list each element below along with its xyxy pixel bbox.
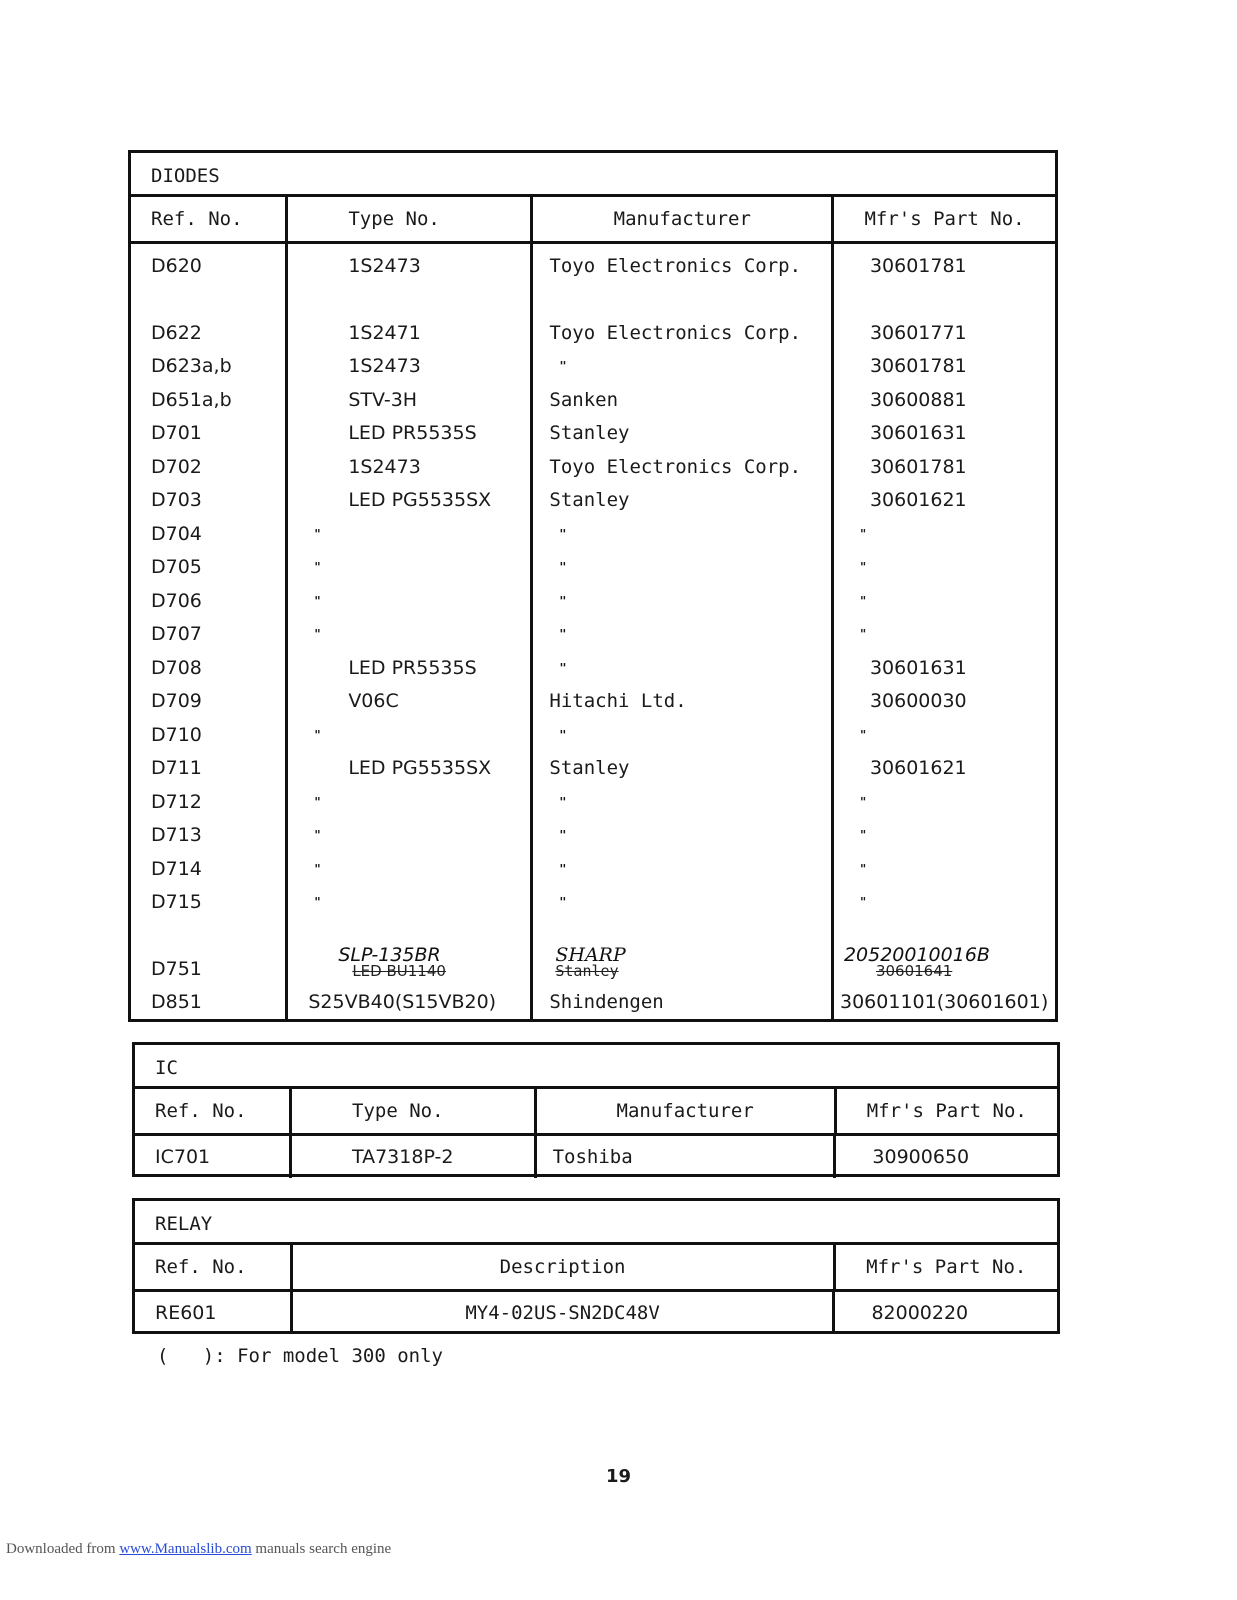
diodes-body — [131, 244, 1055, 1020]
manufacturer-cell: Stanley — [549, 757, 630, 779]
manufacturer-cell: Stanley — [549, 422, 630, 444]
manufacturer-cell: Hitachi Ltd. — [549, 690, 687, 712]
manufacturer-cell: " — [559, 828, 567, 842]
type-no-cell: " — [314, 627, 321, 641]
relay-title: RELAY — [135, 1201, 1057, 1245]
ref-no-cell: D709 — [151, 690, 202, 712]
download-footer — [6, 1541, 391, 1558]
table-row — [135, 1292, 1057, 1334]
manufacturer-cell: " — [559, 359, 567, 373]
manufacturer-cell: Toyo Electronics Corp. — [549, 321, 802, 344]
table-row — [131, 685, 1055, 719]
header-manufacturer: Manufacturer — [533, 197, 834, 241]
manualslib-link[interactable]: www.Manualslib.com — [119, 1541, 252, 1557]
type-no-cell: S25VB40(S15VB20) — [308, 990, 497, 1013]
ref-no-cell: D622 — [151, 321, 202, 344]
table-row — [131, 350, 1055, 384]
table-row — [131, 384, 1055, 418]
type-no-cell: " — [314, 560, 321, 574]
manufacturer-cell: " — [559, 727, 567, 742]
manufacturer-cell: Toshiba — [537, 1136, 837, 1178]
type-no-cell: " — [314, 895, 321, 909]
part-no-cell: 82000220 — [871, 1302, 969, 1324]
header-ref-no: Ref. No. — [131, 197, 288, 241]
manufacturer-cell: Stanley — [549, 489, 630, 511]
ref-no-cell: D711 — [151, 757, 202, 779]
manufacturer-cell: Toyo Electronics Corp. — [549, 255, 802, 277]
manufacturer-cell: " — [559, 660, 567, 675]
table-row-d751 — [131, 938, 1055, 984]
header-mfr-part-no: Mfr's Part No. — [866, 1100, 1027, 1122]
download-suffix: manuals search engine — [251, 1541, 392, 1557]
table-row — [131, 786, 1055, 820]
part-no-cell: 30601621 — [869, 489, 967, 511]
type-no-cell: STV-3H — [348, 388, 418, 411]
type-no-cell: TA7318P-2 — [351, 1146, 454, 1168]
table-row — [131, 518, 1055, 552]
relay-table — [132, 1198, 1060, 1334]
manufacturer-cell: " — [559, 794, 567, 809]
type-no-cell: " — [314, 828, 321, 842]
type-no-cell: LED PG5535SX — [348, 489, 492, 511]
type-no-cell: " — [314, 526, 321, 541]
type-no-cell: V06C — [348, 690, 399, 712]
table-row — [131, 652, 1055, 686]
table-row — [131, 250, 1055, 284]
ic-table — [132, 1042, 1060, 1177]
manufacturer-cell: " — [559, 526, 567, 541]
description-cell: MY4-02US-SN2DC48V — [293, 1292, 836, 1334]
row-spacer — [131, 284, 1055, 317]
table-row — [131, 551, 1055, 585]
part-no-cell: " — [859, 861, 867, 876]
ref-no-cell: D706 — [151, 589, 202, 612]
ref-no-cell: D710 — [151, 723, 202, 746]
page-number: 19 — [605, 1466, 632, 1487]
table-row — [131, 585, 1055, 619]
handwritten-part-no: 20520010016B — [843, 943, 990, 966]
ref-no-cell: D713 — [151, 824, 202, 846]
part-no-cell: 30601771 — [869, 321, 967, 344]
handwritten-manufacturer: SHARP — [555, 943, 626, 966]
part-no-cell: 30600881 — [869, 388, 967, 411]
part-no-cell: 30900650 — [872, 1146, 970, 1168]
handwritten-type: SLP-135BR — [338, 943, 441, 966]
table-row — [131, 853, 1055, 887]
download-prefix: Downloaded from — [6, 1541, 120, 1557]
struck-manufacturer: Stanley — [555, 961, 619, 980]
part-no-cell: " — [859, 727, 867, 742]
relay-header-row — [135, 1245, 1057, 1292]
part-no-cell: " — [859, 627, 867, 641]
manufacturer-cell: " — [559, 593, 567, 608]
struck-part-no: 30601641 — [875, 961, 953, 980]
ref-no-cell: D715 — [151, 891, 202, 913]
part-no-cell: 30601781 — [869, 255, 967, 277]
part-no-cell: " — [859, 794, 867, 809]
header-ref-no: Ref. No. — [135, 1245, 293, 1289]
part-no-cell: " — [859, 526, 867, 541]
header-mfr-part-no: Mfr's Part No. — [866, 1256, 1027, 1278]
diodes-title: DIODES — [131, 153, 1055, 197]
ic-title: IC — [135, 1045, 1057, 1089]
ref-no-cell: D705 — [151, 556, 202, 578]
ref-no-cell: RE601 — [155, 1302, 217, 1324]
ref-no-cell: D703 — [151, 489, 202, 511]
manufacturer-cell: " — [559, 861, 567, 876]
part-no-cell: 30601631 — [869, 422, 967, 444]
diodes-table — [128, 150, 1058, 1022]
table-row — [131, 752, 1055, 786]
manufacturer-cell: " — [559, 560, 567, 574]
type-no-cell: 1S2471 — [348, 321, 421, 344]
part-no-cell: " — [859, 593, 867, 608]
part-no-cell: 30600030 — [869, 690, 967, 712]
table-row — [131, 618, 1055, 652]
type-no-cell: LED PR5535S — [348, 656, 477, 679]
manufacturer-cell: " — [559, 895, 567, 909]
part-no-cell: " — [859, 828, 867, 842]
header-mfr-part-no: Mfr's Part No. — [864, 208, 1025, 230]
manufacturer-cell: Shindengen — [549, 990, 664, 1013]
header-description: Description — [293, 1245, 836, 1289]
footnote: ( ): For model 300 only — [157, 1345, 443, 1367]
type-no-cell: 1S2473 — [348, 355, 421, 377]
ref-no-cell: D702 — [151, 455, 202, 478]
type-no-cell: LED PG5535SX — [348, 757, 492, 779]
diodes-header-row — [131, 197, 1055, 244]
table-row — [135, 1136, 1057, 1178]
type-no-cell: " — [314, 727, 321, 742]
type-no-cell: 1S2473 — [348, 455, 421, 478]
ref-no-cell: D704 — [151, 522, 202, 545]
ref-no-cell: D701 — [151, 422, 202, 444]
header-manufacturer: Manufacturer — [537, 1089, 837, 1133]
table-row — [131, 451, 1055, 485]
ref-no-cell: D623a,b — [151, 355, 232, 377]
ref-no-cell: D751 — [151, 957, 202, 980]
type-no-cell: " — [314, 593, 321, 608]
manufacturer-cell: " — [559, 627, 567, 641]
part-no-cell: " — [859, 895, 867, 909]
table-row — [131, 886, 1055, 920]
part-no-cell: 30601621 — [869, 757, 967, 779]
header-type-no: Type No. — [292, 1089, 537, 1133]
type-no-cell: " — [314, 861, 321, 876]
table-row — [131, 417, 1055, 451]
table-row — [131, 819, 1055, 853]
part-no-cell: 30601101(30601601) — [840, 990, 1049, 1013]
header-type-no: Type No. — [288, 197, 533, 241]
header-ref-no: Ref. No. — [135, 1089, 292, 1133]
type-no-cell: 1S2473 — [348, 255, 421, 277]
part-no-cell: 30601781 — [869, 355, 967, 377]
part-no-cell: " — [859, 560, 867, 574]
ref-no-cell: D708 — [151, 656, 202, 679]
ref-no-cell: IC701 — [155, 1146, 211, 1168]
table-row — [131, 484, 1055, 518]
manufacturer-cell: Toyo Electronics Corp. — [549, 455, 802, 478]
ref-no-cell: D851 — [151, 990, 202, 1013]
ref-no-cell: D620 — [151, 255, 202, 277]
part-no-cell: 30601631 — [869, 656, 967, 679]
table-row — [131, 719, 1055, 753]
ref-no-cell: D651a,b — [151, 388, 232, 411]
ic-header-row — [135, 1089, 1057, 1136]
type-no-cell: " — [314, 794, 321, 809]
part-no-cell: 30601781 — [869, 455, 967, 478]
ref-no-cell: D712 — [151, 790, 202, 813]
manufacturer-cell: Sanken — [549, 388, 619, 411]
struck-type: LED BU1140 — [352, 961, 446, 980]
ref-no-cell: D707 — [151, 623, 202, 645]
type-no-cell: LED PR5535S — [348, 422, 477, 444]
ref-no-cell: D714 — [151, 857, 202, 880]
table-row — [131, 317, 1055, 351]
